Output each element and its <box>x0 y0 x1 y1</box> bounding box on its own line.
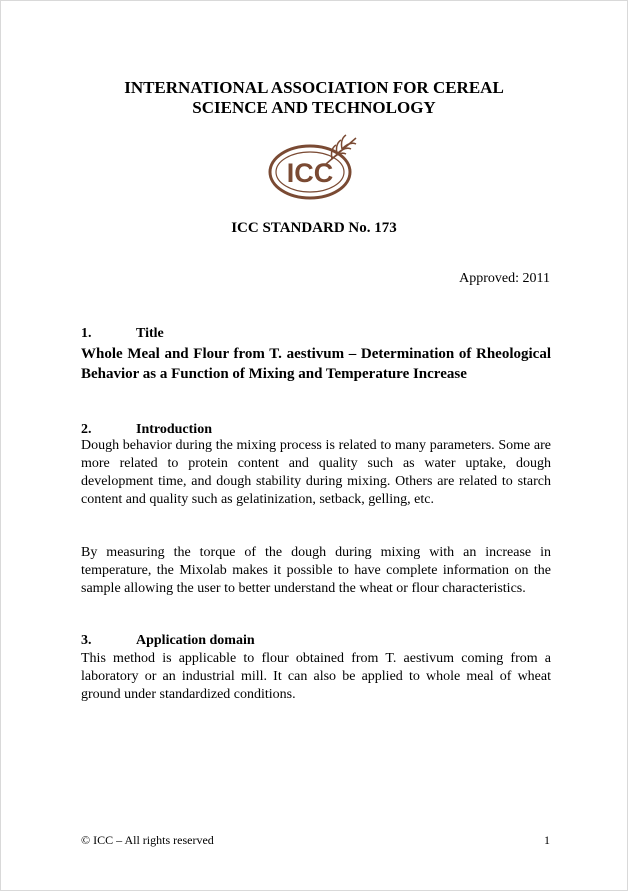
footer-copyright: © ICC – All rights reserved <box>81 833 214 847</box>
logo-text: ICC <box>286 158 334 188</box>
section-number: 2. <box>81 422 92 437</box>
standard-number: ICC STANDARD No. 173 <box>231 220 397 236</box>
intro-paragraph-2: By measuring the torque of the dough during mixing with an increase in temperature, the Mixolab makes it possible to have complete information on the sample allowing the user to better understand the wheat or flour characteristics. <box>81 545 551 596</box>
section-heading: Title <box>136 326 164 341</box>
application-paragraph: This method is applicable to flour obtained from T. aestivum coming from a laboratory or an industrial mill. It can also be applied to whole meal of wheat ground under standardized conditions. <box>81 651 551 702</box>
section-heading: Introduction <box>136 422 212 437</box>
org-title-line1: INTERNATIONAL ASSOCIATION FOR CEREAL <box>124 78 504 97</box>
section-heading: Application domain <box>136 633 255 648</box>
section-3-heading <box>81 632 255 650</box>
section-1-heading <box>81 325 164 343</box>
section-number: 1. <box>81 326 92 341</box>
icc-logo <box>266 134 362 206</box>
approved-date: Approved: 2011 <box>459 271 550 286</box>
org-title-line2: SCIENCE AND TECHNOLOGY <box>192 98 436 117</box>
section-number: 3. <box>81 633 92 648</box>
document-title: Whole Meal and Flour from T. aestivum – Determination of Rheological Behavior as a Function of Mixing and Temperature Increase <box>81 346 551 382</box>
page-number: 1 <box>544 833 550 847</box>
intro-paragraph-1: Dough behavior during the mixing process is related to many parameters. Some are more related to protein content and quality such as water uptake, dough development time, and dough stability during mixing. Others are related to starch content and quality such as gelatinization, setback, gelling, etc. <box>81 438 551 507</box>
